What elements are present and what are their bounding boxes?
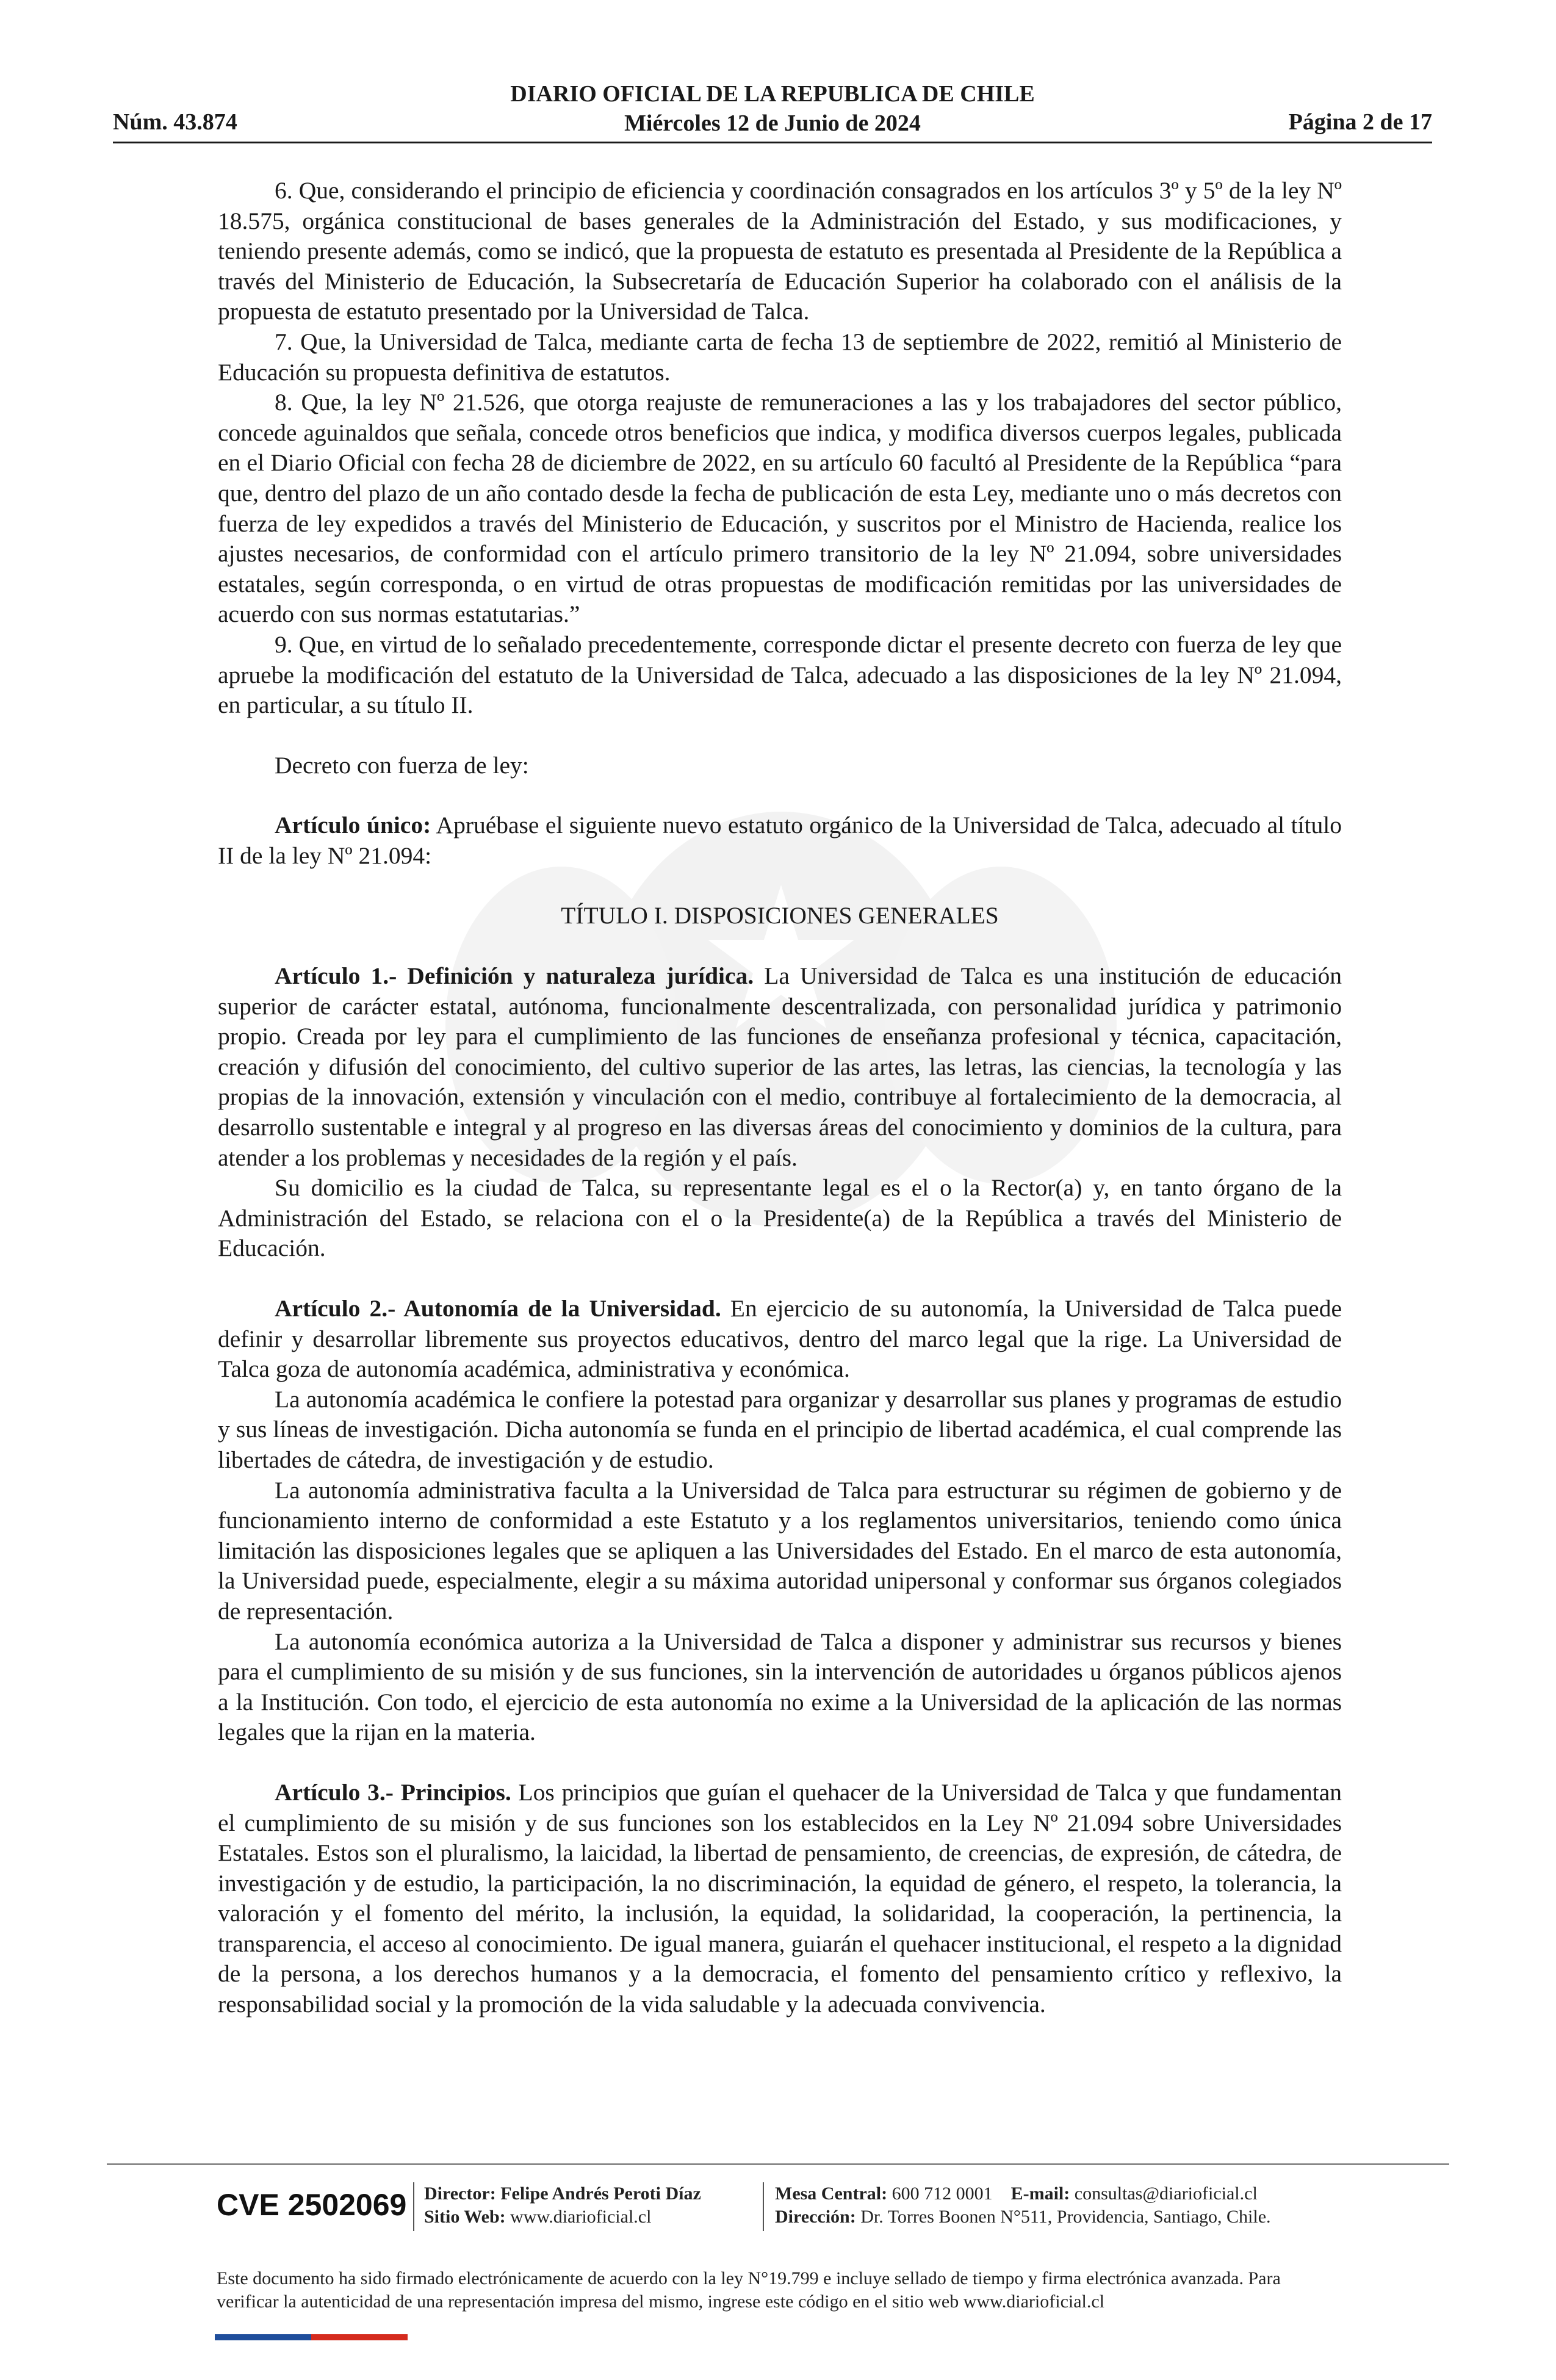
footer-separator	[413, 2182, 414, 2231]
director-name: Felipe Andrés Peroti Díaz	[500, 2183, 701, 2204]
article-2-paragraph-4: La autonomía económica autoriza a la Universidad de Talca a disponer y administrar sus recursos y bienes para el cumplimiento de su misión y de sus funciones, sin la intervención de autoridades u órganos públicos ajenos a la Institución. Con todo, el ejercicio de esta autonomía no exime a la Universidad de la aplicación de las normas legales que la rijan en la materia.	[218, 1628, 1342, 1746]
decree-intro: Decreto con fuerza de ley:	[275, 751, 529, 779]
footer-divider	[107, 2163, 1449, 2165]
paragraph-8: 8. Que, la ley Nº 21.526, que otorga reajuste de remuneraciones a las y los trabajadores del sector público, concede aguinaldos que señala, concede otros beneficios que indica, y modifica diversos cuerpos legales, publicada en el Diario Oficial con fecha 28 de diciembre de 2022, en su artículo 60 facultó al Presidente de la República “para que, dentro del plazo de un año contado desde la fecha de publicación de esta Ley, mediante uno o más decretos con fuerza de ley expedidos a través del Ministerio de Educación, y suscritos por el Ministro de Hacienda, realice los ajustes necesarios, de conformidad con el artículo primero transitorio de la ley Nº 21.094, sobre universidades estatales, según corresponda, o en virtud de otras propuestas de modificación remitidas por las universidades de acuerdo con sus normas estatutarias.”	[218, 389, 1342, 628]
address-label: Dirección:	[775, 2207, 856, 2227]
article-1-text: La Universidad de Talca es una institución de educación superior de carácter estatal, autónoma, funcionalmente descentralizada, con personalidad jurídica y patrimonio propio. Creada por ley para el cumplimiento de las funciones de enseñanza profesional y técnica, capacitación, creación y difusión del conocimiento, del cultivo superior de las artes, las letras, las ciencias, la tecnología y las propias de la innovación, extensión y vinculación con el medio, contribuye al fortalecimiento de la democracia, al desarrollo sustentable e integral y al progreso en las diversas áreas del conocimiento y dominios de la cultura, para atender a los problemas y necesidades de la región y el país.	[218, 962, 1342, 1171]
article-3-heading: Artículo 3.- Principios.	[275, 1778, 511, 1806]
address-value: Dr. Torres Boonen N°511, Providencia, Santiago, Chile.	[860, 2207, 1271, 2227]
issue-number: Núm. 43.874	[113, 109, 237, 135]
paragraph-9: 9. Que, en virtud de lo señalado precedentemente, corresponde dictar el presente decreto con fuerza de ley que apruebe la modificación del estatuto de la Universidad de Talca, adecuado a las disposiciones de la ley Nº 21.094, en particular, a su título II.	[218, 630, 1342, 719]
mesa-central-phone: 600 712 0001	[891, 2183, 993, 2204]
email-label: E-mail:	[1010, 2183, 1070, 2204]
email-address[interactable]: consultas@diarioficial.cl	[1074, 2183, 1258, 2204]
electronic-signature-notice: Este documento ha sido firmado electrónicamente de acuerdo con la ley N°19.799 e incluye sellado de tiempo y firma electrónica avanzada. Para verificar la autenticidad de una representación impresa del mismo, ingrese este código en el sitio web www.diarioficial.cl	[217, 2268, 1281, 2312]
publication-title: DIARIO OFICIAL DE LA REPUBLICA DE CHILE	[510, 81, 1035, 107]
flag-stripe-red	[311, 2334, 408, 2340]
paragraph-6: 6. Que, considerando el principio de eficiencia y coordinación consagrados en los artículos 3º y 5º de la ley Nº 18.575, orgánica constitucional de bases generales de la Administración del Estado, y sus modificaciones, y teniendo presente además, como se indicó, que la propuesta de estatuto es presentada al Presidente de la República a través del Ministerio de Educación, la Subsecretaría de Educación Superior ha colaborado con el análisis de la propuesta de estatuto presentado por la Universidad de Talca.	[218, 177, 1342, 325]
article-1	[218, 961, 1342, 1173]
article-2-paragraph-3: La autonomía administrativa faculta a la Universidad de Talca para estructurar su régimen de gobierno y de funcionamiento interno de conformidad a este Estatuto y a los reglamentos universitarios, teniendo como única limitación las disposiciones legales que se apliquen a las Universidades del Estado. En el marco de esta autonomía, la Universidad puede, especialmente, elegir a su máxima autoridad unipersonal y conformar sus órganos colegiados de representación.	[218, 1476, 1342, 1625]
paragraph-7: 7. Que, la Universidad de Talca, mediante carta de fecha 13 de septiembre de 2022, remitió al Ministerio de Educación su propuesta definitiva de estatutos.	[218, 328, 1342, 386]
document-body	[218, 176, 1342, 2020]
articulo-unico	[218, 810, 1342, 871]
article-3-text: Los principios que guían el quehacer de la Universidad de Talca y que fundamentan el cumplimiento de su misión y de sus funciones son los establecidos en la Ley Nº 21.094 sobre Universidades Estatales. Estos son el pluralismo, la laicidad, la libertad de pensamiento, de creencias, de expresión, de cátedra, de investigación y de estudio, la participación, la no discriminación, la equidad de género, el respeto, la tolerancia, la valoración y el fomento del mérito, la inclusión, la equidad, la solidaridad, la cooperación, la pertinencia, la transparencia, el acceso al conocimiento. De igual manera, guiarán el quehacer institucional, el respeto a la dignidad de la persona, a los derechos humanos y a la democracia, el fomento del pensamiento crítico y reflexivo, la responsabilidad social y la promoción de la vida saludable y la adecuada convivencia.	[218, 1778, 1342, 2018]
website-label: Sitio Web:	[424, 2207, 506, 2227]
article-2-heading: Artículo 2.- Autonomía de la Universidad.	[275, 1295, 721, 1322]
website-link[interactable]: www.diarioficial.cl	[510, 2207, 652, 2227]
publication-date: Miércoles 12 de Junio de 2024	[624, 110, 921, 136]
header-divider	[113, 142, 1432, 143]
articulo-unico-label: Artículo único:	[275, 812, 431, 839]
page-footer	[217, 2179, 1345, 2237]
articulo-unico-text: Apruébase el siguiente nuevo estatuto orgánico de la Universidad de Talca, adecuado al título II de la ley Nº 21.094:	[218, 812, 1342, 869]
title-1-heading: TÍTULO I. DISPOSICIONES GENERALES	[561, 902, 999, 929]
article-2	[218, 1294, 1342, 1385]
flag-stripe-blue	[215, 2334, 311, 2340]
footer-contact-block	[775, 2182, 1271, 2229]
page-header	[113, 79, 1432, 146]
footer-separator	[763, 2182, 764, 2231]
mesa-central-label: Mesa Central:	[775, 2183, 888, 2204]
page-number: Página 2 de 17	[1288, 109, 1432, 135]
publication-masthead	[113, 79, 1432, 138]
article-1-heading: Artículo 1.- Definición y naturaleza jurídica.	[275, 962, 754, 990]
article-2-paragraph-2: La autonomía académica le confiere la potestad para organizar y desarrollar sus planes y programas de estudio y sus líneas de investigación. Dicha autonomía se funda en el principio de libertad académica, el cual comprende las libertades de cátedra, de investigación y de estudio.	[218, 1385, 1342, 1473]
cve-code: CVE 2502069	[217, 2188, 407, 2222]
director-label: Director:	[424, 2183, 496, 2204]
article-2-text: En ejercicio de su autonomía, la Universidad de Talca puede definir y desarrollar libremente sus proyectos educativos, dentro del marco legal que la rige. La Universidad de Talca goza de autonomía académica, administrativa y económica.	[218, 1295, 1342, 1383]
footer-director-block	[424, 2182, 701, 2229]
article-3	[218, 1778, 1342, 2020]
article-1-paragraph-2: Su domicilio es la ciudad de Talca, su representante legal es el o la Rector(a) y, en tanto órgano de la Administración del Estado, se relaciona con el o la Presidente(a) de la República a través del Ministerio de Educación.	[218, 1174, 1342, 1262]
